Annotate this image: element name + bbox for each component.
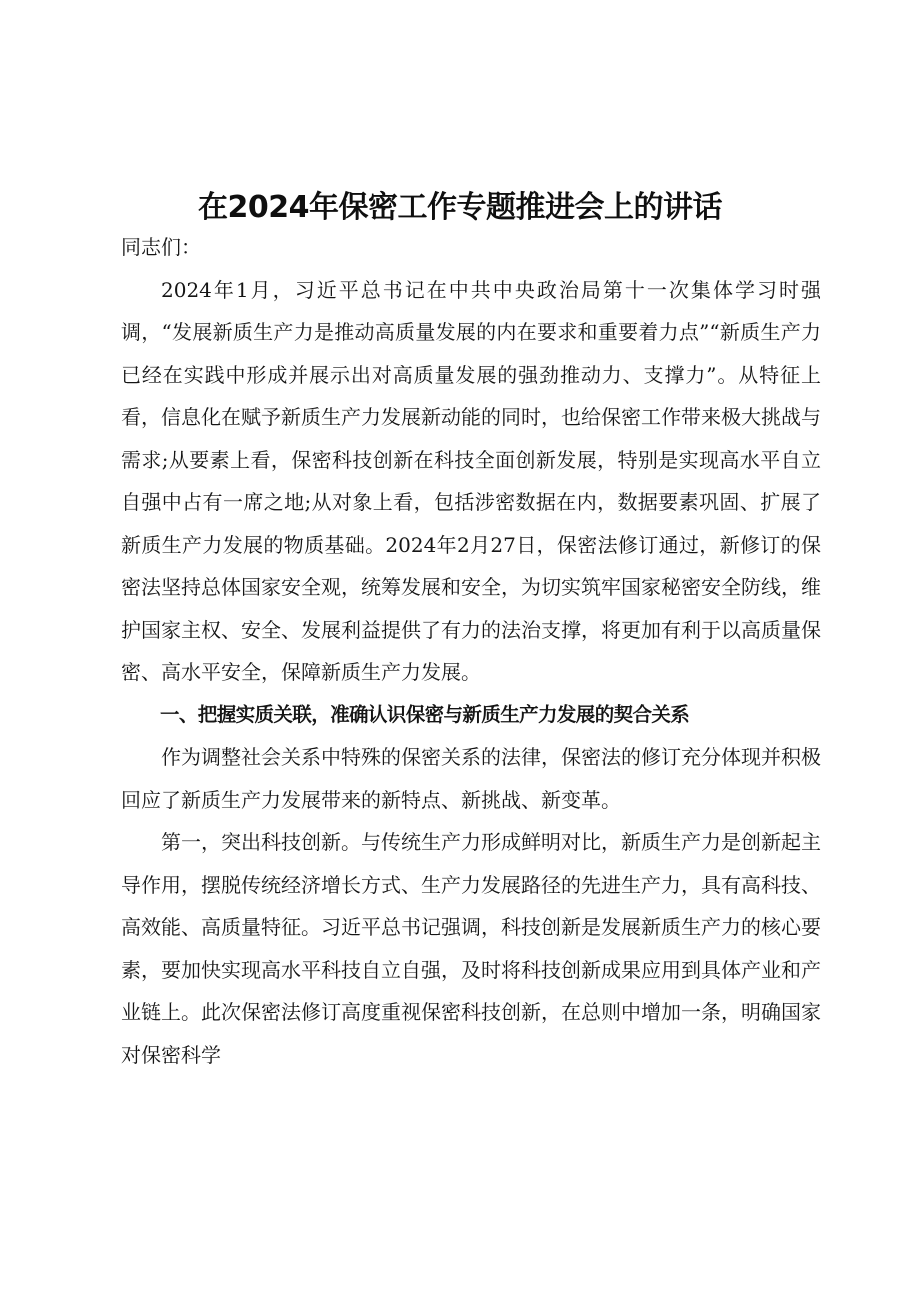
document-body xyxy=(121,226,821,1076)
section-paragraph: 作为调整社会关系中特殊的保密关系的法律，保密法的修订充分体现并积极回应了新质生产力发展带来的新特点、新挑战、新变革。 xyxy=(121,745,821,812)
intro-paragraph: 2024年1月，习近平总书记在中共中央政治局第十一次集体学习时强调，“发展新质生产力是推动高质量发展的内在要求和重要着力点”“新质生产力已经在实践中形成并展示出对高质量发展的强劲推动力、支撑力”。从特征上看，信息化在赋予新质生产力发展新动能的同时，也给保密工作带来极大挑战与需求;从要素上看，保密科技创新在科技全面创新发展，特别是实现高水平自立自强中占有一席之地;从对象上看，包括涉密数据在内，数据要素巩固、扩展了新质生产力发展的物质基础。2024年2月27日，保密法修订通过，新修订的保密法坚持总体国家安全观，统筹发展和安全，为切实筑牢国家秘密安全防线，维护国家主权、安全、发展利益提供了有力的法治支撑，将更加有利于以高质量保密、高水平安全，保障新质生产力发展。 xyxy=(121,277,821,684)
salutation: 同志们： xyxy=(121,235,201,259)
section-paragraph: 第一，突出科技创新。与传统生产力形成鲜明对比，新质生产力是创新起主导作用，摆脱传统经济增长方式、生产力发展路径的先进生产力，具有高科技、高效能、高质量特征。习近平总书记强调，科技创新是发展新质生产力的核心要素，要加快实现高水平科技自立自强，及时将科技创新成果应用到具体产业和产业链上。此次保密法修订高度重视保密科技创新，在总则中增加一条，明确国家对保密科学 xyxy=(121,830,821,1067)
document-title: 在2024年保密工作专题推进会上的讲话 xyxy=(198,190,722,226)
section-heading: 一、把握实质关联，准确认识保密与新质生产力发展的契合关系 xyxy=(160,702,690,726)
